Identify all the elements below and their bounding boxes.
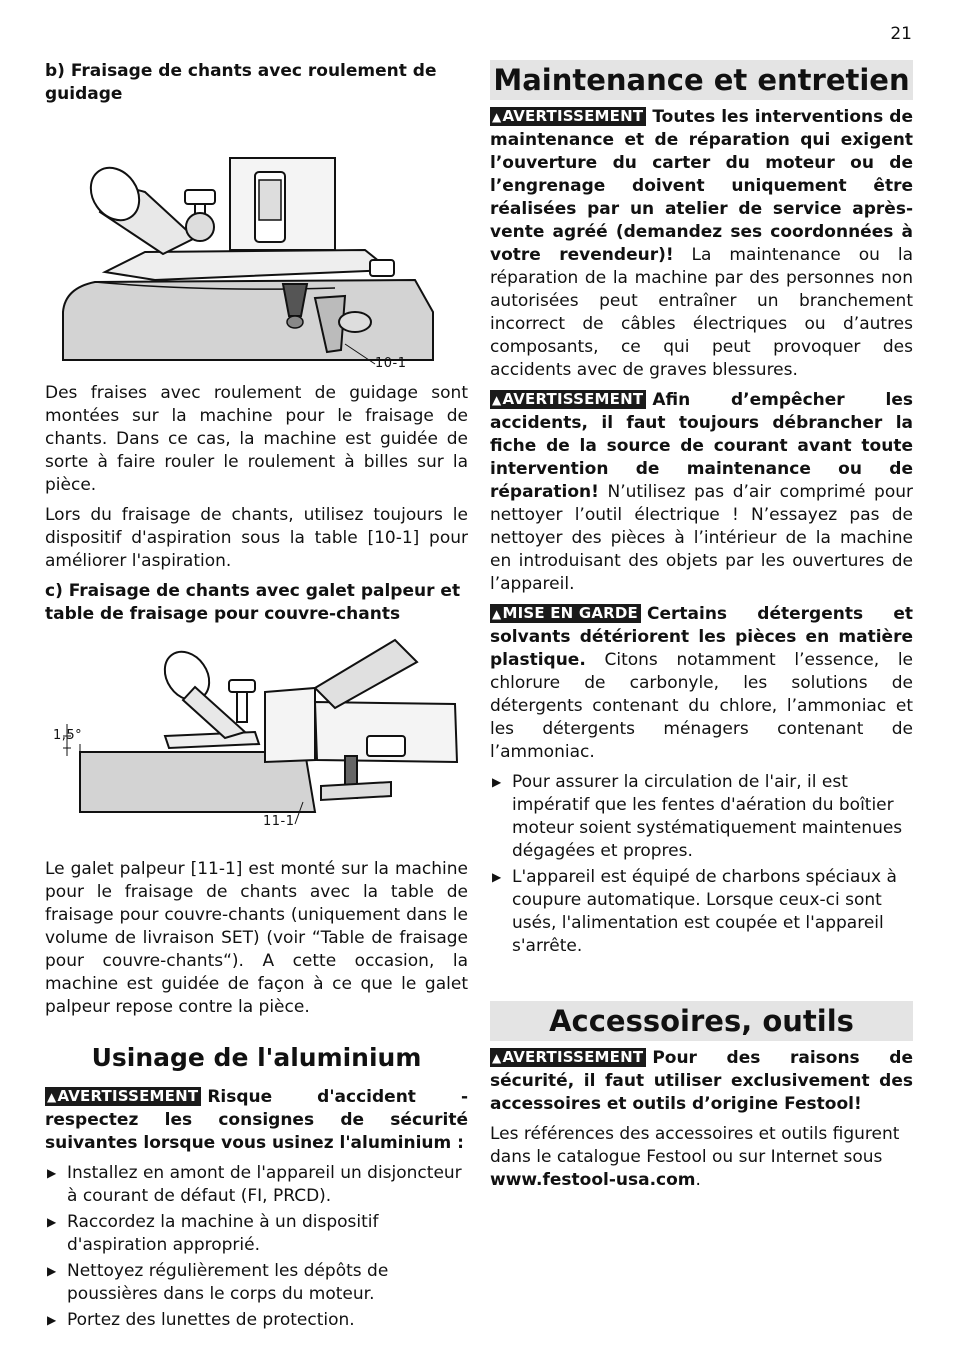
heading-edge-routing-roller: c) Fraisage de chants avec galet palpeur et table de fraisage pour couvre-chants xyxy=(45,581,461,624)
paragraph-roller-description: Le galet palpeur [11-1] est monté sur la machine pour le fraisage de chants avec la table de fraisage pour couvre-chants (uniquement dans le volume de livraison SET) (voir “Table de fraisage pour couvre-chants“). A cette occasion, la machine est guidée de façon à ce que le galet palpeur repose contre la pièce. xyxy=(45,859,468,1017)
list-item: ▶ L'appareil est équipé de charbons spéciaux à coupure automatique. Lorsque ceux-ci sont usés, l'alimentation est coupée et l'appareil s'arrête. xyxy=(492,867,897,956)
arrow-icon: ▶ xyxy=(47,1215,57,1229)
festool-link[interactable]: www.festool-usa.com xyxy=(490,1170,696,1190)
warning-icon: ▲ xyxy=(492,393,502,407)
figure-11-angle: 1,5° xyxy=(53,728,83,743)
warning-icon: ▲ xyxy=(492,607,502,621)
figure-10-label: 10-1 xyxy=(375,356,407,371)
right-column xyxy=(490,60,913,1199)
aluminium-warning: ▲AVERTISSEMENT Risque d'accident - respectez les consignes de sécurité suivantes lorsque vous usinez l'aluminium : xyxy=(45,1087,468,1153)
maintenance-list xyxy=(490,771,913,958)
list-item: ▶ Nettoyez régulièrement les dépôts de poussières dans le corps du moteur. xyxy=(47,1261,389,1304)
arrow-icon: ▶ xyxy=(47,1264,57,1278)
maintenance-caution-solvents: ▲MISE EN GARDE Certains détergents et solvants détériorent les pièces en matière plastique. Citons notamment l’essence, le chlorure de carbonyle, les solutions de détergents contenant du chlore, l’ammoniac et les détergents ménagers contenant de l’ammoniac. xyxy=(490,604,913,762)
router-roller-illustration xyxy=(45,632,468,832)
warning-icon: ▲ xyxy=(492,1051,502,1065)
heading-edge-routing-bearing: b) Fraisage de chants avec roulement de guidage xyxy=(45,61,437,104)
section-title-accessories: Accessoires, outils xyxy=(490,1001,913,1041)
caution-badge: ▲MISE EN GARDE xyxy=(490,604,641,623)
page-number: 21 xyxy=(890,24,912,44)
warning-badge: ▲AVERTISSEMENT xyxy=(490,1048,646,1067)
list-item: ▶ Portez des lunettes de protection. xyxy=(47,1310,355,1330)
maintenance-warning-unplug: ▲AVERTISSEMENT Afin d’empêcher les accidents, il faut toujours débrancher la fiche de la source de courant avant toute intervention de maintenance ou de réparation! N’utilisez pas d’air comprimé pour nettoyer l’outil électrique ! N’essayez pas de nettoyer des pièces à l’intérieur de la machine en introduisant des objets par les ouvertures de l’appareil. xyxy=(490,390,913,594)
list-item: ▶ Pour assurer la circulation de l'air, il est impératif que les fentes d'aération du boîtier moteur soient systématiquement maintenues dégagées et propres. xyxy=(492,772,903,861)
warning-badge: ▲AVERTISSEMENT xyxy=(490,390,646,409)
warning-badge: ▲AVERTISSEMENT xyxy=(490,107,646,126)
paragraph-bearing-description: Des fraises avec roulement de guidage sont montées sur la machine pour le fraisage de chants. Dans ce cas, la machine est guidée de sorte à faire rouler le roulement à billes sur la pièce. xyxy=(45,383,468,495)
maintenance-warning-repair: ▲AVERTISSEMENT Toutes les interventions de maintenance et de réparation qui exigent l’ouverture du carter du moteur ou de l’engrenage doivent uniquement être réalisées par un atelier de service après-vente agréé (demandez ses coordonnées à votre revendeur)! La maintenance ou la réparation de la machine par des personnes non autorisées peut entraîner un branchement incorrect de câbles électriques ou d’autres composants, ce qui peut provoquer des accidents avec de graves blessures. xyxy=(490,107,913,380)
figure-11-label: 11-1 xyxy=(263,814,295,829)
arrow-icon: ▶ xyxy=(47,1166,57,1180)
accessories-info: Les références des accessoires et outils figurent dans le catalogue Festool ou sur Internet sous www.festool-usa.com. xyxy=(490,1124,900,1190)
section-title-aluminium: Usinage de l'aluminium xyxy=(91,1043,422,1072)
list-item: ▶ Installez en amont de l'appareil un disjoncteur à courant de défaut (FI, PRCD). xyxy=(47,1163,462,1206)
figure-11 xyxy=(45,632,468,850)
router-bearing-illustration xyxy=(45,112,468,374)
accessories-warning: ▲AVERTISSEMENT Pour des raisons de sécurité, il faut utiliser exclusivement des accessoires et outils d’origine Festool! xyxy=(490,1048,913,1114)
warning-badge: ▲AVERTISSEMENT xyxy=(45,1087,201,1106)
list-item: ▶ Raccordez la machine à un dispositif d'aspiration approprié. xyxy=(47,1212,379,1255)
paragraph-suction-tip: Lors du fraisage de chants, utilisez toujours le dispositif d'aspiration sous la table [10-1] pour améliorer l'aspiration. xyxy=(45,505,468,571)
warning-icon: ▲ xyxy=(47,1090,57,1104)
left-column xyxy=(45,60,468,1339)
aluminium-list xyxy=(45,1162,468,1332)
arrow-icon: ▶ xyxy=(492,775,502,789)
figure-10 xyxy=(45,112,468,374)
section-title-maintenance: Maintenance et entretien xyxy=(490,60,913,100)
warning-icon: ▲ xyxy=(492,110,502,124)
arrow-icon: ▶ xyxy=(492,870,502,884)
arrow-icon: ▶ xyxy=(47,1313,57,1327)
